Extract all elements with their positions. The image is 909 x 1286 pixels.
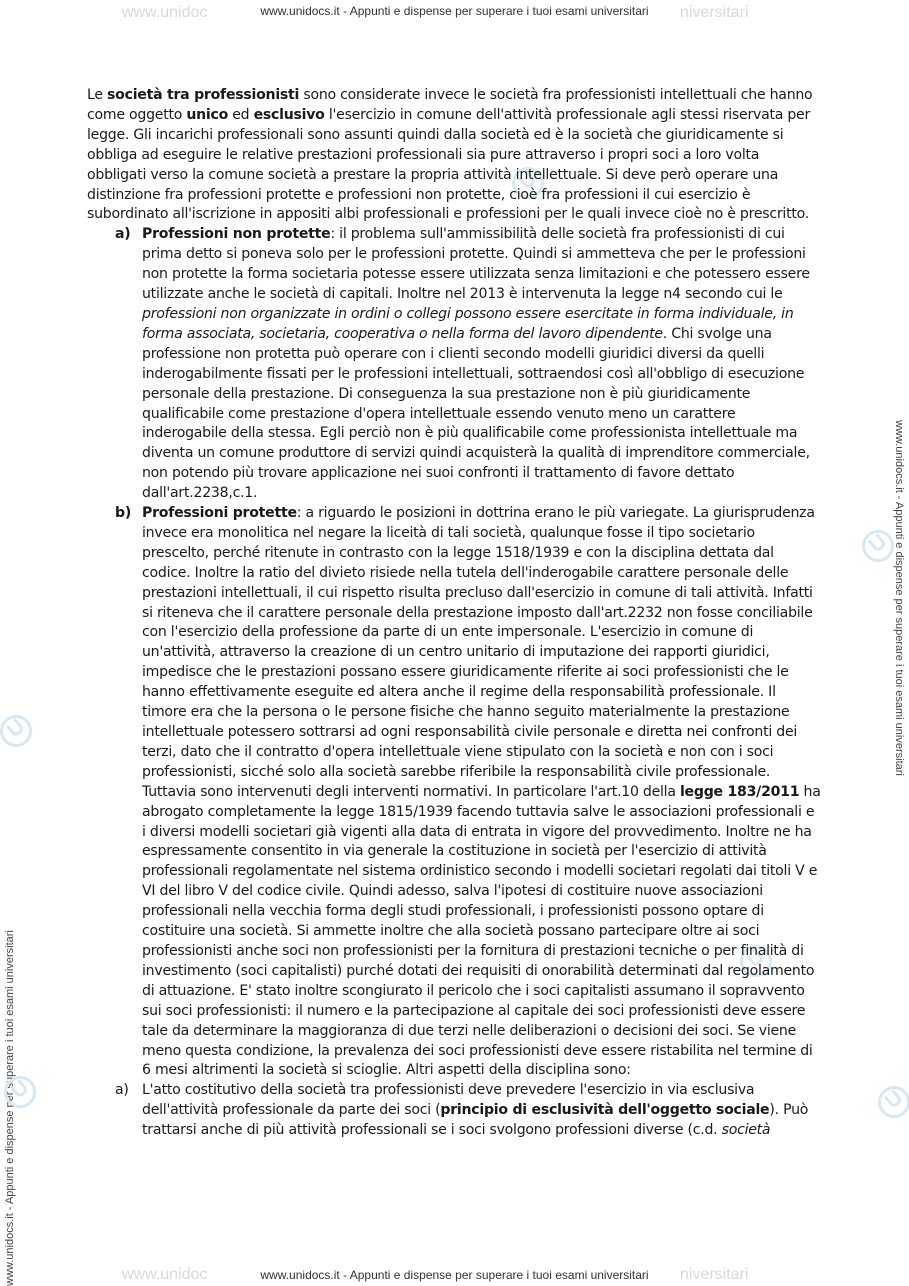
watermark-ghost-bottom-right: niversitari [680, 1266, 749, 1283]
item-title: Professioni non protette [142, 226, 331, 243]
document-body [87, 86, 822, 1141]
text-run: . Chi svolge una professione non protetta può operare con i clienti secondo modelli giuridici diversi da quelli inderogabilmente fissati per le professioni intellettuali, sottraendosi così all'obbligo di esecuzione personale della prestazione. Di conseguenza la sua prestazione non è più giuridicamente qualificabile come prestazione d'opera intellettuale essendo venuto meno un carattere inderogabile della stessa. Egli perciò non è più qualificabile come professionista intellettuale ma diventa un comune produttore di servizi quindi acquisterà la qualità di imprenditore commerciale, non potendo più trovare applicazione nei suoi confronti il trattamento di favore dettato dall'art.2238,c.1. [142, 325, 810, 502]
text-run: Le [87, 87, 108, 103]
watermark-header: www.unidocs.it - Appunti e dispense per superare i tuoi esami universitari [260, 4, 649, 18]
bold-term: legge 183/2011 [679, 783, 800, 800]
text-run: ed [228, 106, 254, 123]
text-run: L'atto costitutivo della società tra professionisti deve prevedere l'esercizio in via esclusiva dell'attività professionale da parte dei soci ( [142, 1082, 755, 1119]
text-run: ha abrogato completamente la legge 1815/1939 facendo tuttavia salve le associazioni professionali e i diversi modelli societari già vigenti alla data di entrata in vigore del provvedimento. Inoltre ne ha espressamente consentito in via generale la costituzione in società per l'esercizio di attività professionali regolamentate nel sistema ordinistico secondo i modelli societari regolati dai titoli V e VI del libro V del codice civile. Quindi adesso, salva l'ipotesi di costituire nuove associazioni professionali nella vecchia forma degli studi professionali, i professionisti possono optare di costituire una società. Si ammette inoltre che alla società possano partecipare oltre ai soci professionisti anche soci non professionisti per la fornitura di prestazioni tecniche o per finalità di investimento (soci capitalisti) purché dotati dei requisiti di onorabilità determinati dal regolamento di attuazione. E' stato inoltre scongiurato il pericolo che i soci capitalisti assumano il sopravvento sui soci professionisti: il numero e la partecipazione al capitale dei soci professionisti deve essere tale da determinare la maggioranza di due terzi nelle deliberazioni o decisioni dei soci. Se viene meno questa condizione, la prevalenza dei soci professionisti deve essere ristabilita nel termine di 6 mesi altrimenti la società si scioglie. Altri aspetti della disciplina sono: [142, 783, 821, 1079]
italic-term: società [721, 1122, 771, 1139]
text-run: : il problema sull'ammissibilità delle società fra professionisti di cui prima detto si poneva solo per le professioni protette. Quindi si ammetteva che per le professioni non protette la forma societaria potesse essere utilizzata senza limitazioni e che potessero essere utilizzate anche le società di capitali. Inoltre nel 2013 è intervenuta la legge n4 secondo cui le [142, 226, 810, 303]
list-marker: a) [115, 1082, 129, 1099]
text-run: : a riguardo le posizioni in dottrina erano le più variegate. La giurisprudenza invece era monolitica nel negare la liceità di tali società, qualunque fosse il tipo societario prescelto, perché ritenute in contrasto con la legge 1518/1939 e con la disciplina dettata dal codice. Inoltre la ratio del divieto risiede nella tutela dell'inderogabile carattere personale delle prestazioni intellettuali, il cui rispetto risulta precluso dall'esercizio in comune di tali attività. Infatti si riteneva che il carattere personale della prestazione imposto dall'art.2232 non fosse conciliabile con l'esercizio della professione da parte di un ente impersonale. L'esercizio in comune di un'attività, attraverso la creazione di un centro unitario di imputazione dei rapporti giuridici, impedisce che le prestazioni possano essere giuridicamente riferite ai soci professionisti che le hanno effettivamente eseguite ed altera anche il regime della responsabilità professionale. Il timore era che la persona o le persone fisiche che hanno seguito materialmente la prestazione intellettuale potessero sottrarsi ad ogni responsabilità civile personale e diretta nei confronti dei terzi, dato che il contratto d'opera intellettuale viene stipulato con la società e non con i soci professionisti, sicché solo alla società sarebbe riferibile la responsabilità civile professionale. Tuttavia sono intervenuti degli interventi normativi. In particolare l'art.10 della [142, 505, 815, 800]
item-title: Professioni protette [142, 505, 297, 522]
list-item-body [142, 504, 822, 1081]
bold-term: esclusivo [253, 106, 325, 123]
list-item-atto-costitutivo [87, 1081, 822, 1141]
list-item-body [142, 225, 822, 504]
watermark-footer: www.unidocs.it - Appunti e dispense per superare i tuoi esami universitari [260, 1268, 649, 1282]
list-item-non-protette [87, 225, 822, 504]
watermark-side-left: www.unidocs.it - Appunti e dispense per superare i tuoi esami universitari [4, 930, 16, 1286]
watermark-ghost-bottom-left: www.unidoc [122, 1266, 208, 1283]
list-item-body [142, 1081, 822, 1141]
bold-term: principio di esclusività dell'oggetto sociale [440, 1102, 770, 1119]
text-run: ). Può trattarsi anche di più attività professionali se i soci svolgono professioni diverse (c.d. [142, 1102, 809, 1139]
list-marker: b) [115, 505, 132, 522]
bold-term: società tra professionisti [107, 87, 300, 103]
list-item-protette [87, 504, 822, 1081]
watermark-side-right: www.unidocs.it - Appunti e dispense per superare i tuoi esami universitari [893, 420, 905, 776]
italic-quote: professioni non organizzate in ordini o collegi possono essere esercitate in forma individuale, in forma associata, societaria, cooperativa o nella forma del lavoro dipendente [142, 305, 794, 342]
intro-paragraph [87, 86, 822, 225]
watermark-ghost-right: niversitari [680, 4, 749, 21]
bold-term: unico [186, 106, 229, 123]
text-run: l'esercizio in comune dell'attività professionale agli stessi riservata per legge. Gli incarichi professionali sono assunti quindi dalla società ed è la società che giuridicamente si obbliga ad eseguire le relative prestazioni professionali sia pure attraverso i propri soci a loro volta obbligati verso la comune società a prestare la propria attività intellettuale. Si deve però operare una distinzione fra professioni protette e professioni non protette, cioè fra professioni il cui esercizio è subordinato all'iscrizione in appositi albi professionali e professioni per le quali invece cioè no è prescritto. [87, 106, 811, 223]
list-marker: a) [115, 226, 131, 243]
text-run: sono considerate invece le società fra professionisti intellettuali che hanno come oggetto [87, 87, 813, 123]
watermark-ghost-left: www.unidoc [122, 4, 208, 21]
